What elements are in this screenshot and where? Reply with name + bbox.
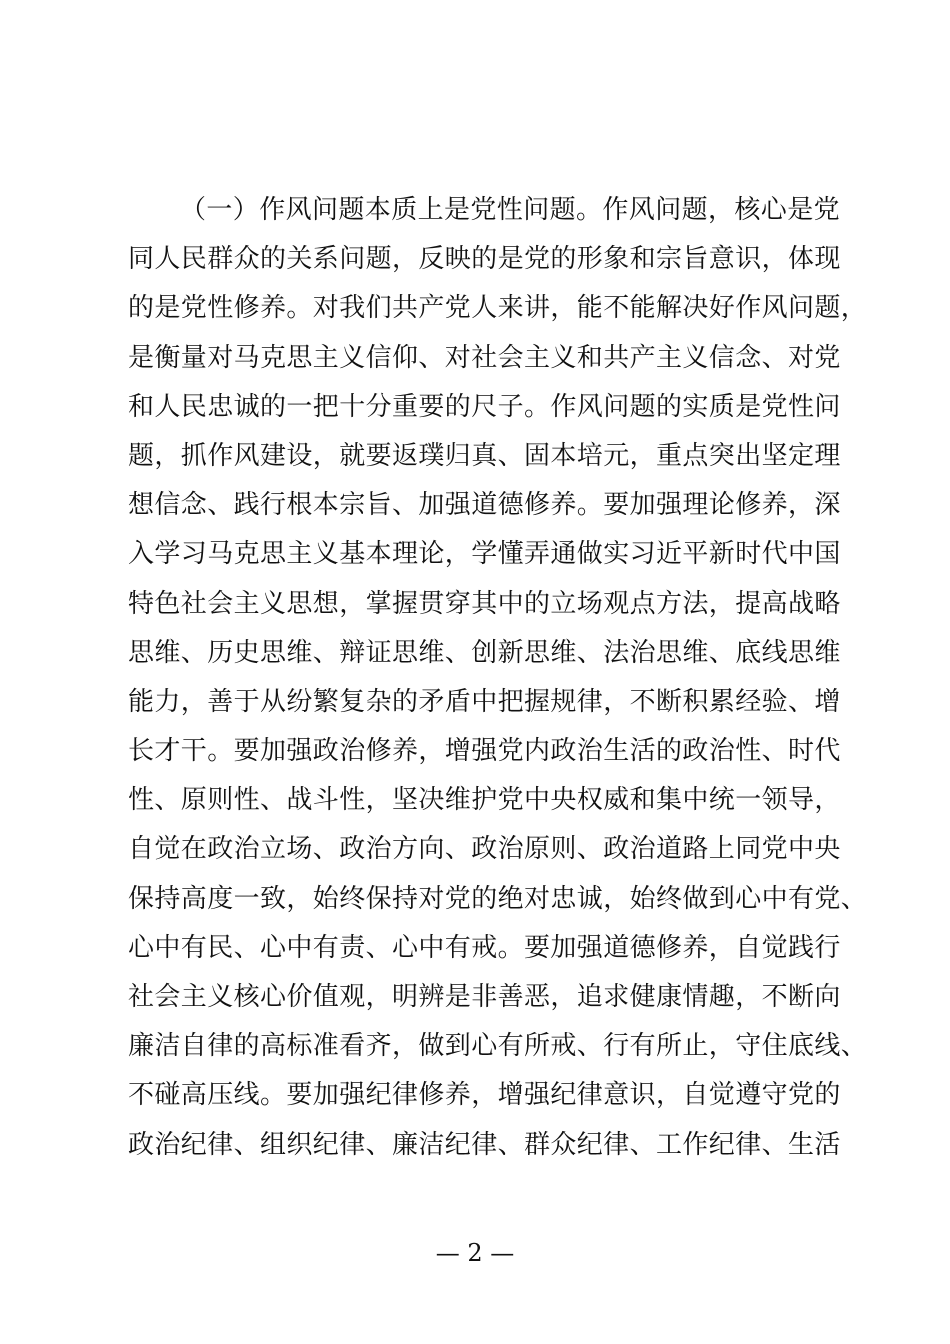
paragraph-line-4: 是衡量对马克思主义信仰、对社会主义和共产主义信念、对党 (128, 342, 841, 373)
paragraph-line-2: 同人民群众的关系问题，反映的是党的形象和宗旨意识，体现 (128, 244, 841, 275)
page-number: — 2 — (435, 1239, 515, 1267)
paragraph-line-8: 入学习马克思主义基本理论，学懂弄通做实习近平新时代中国 (128, 539, 841, 570)
paragraph-line-14: 自觉在政治立场、政治方向、政治原则、政治道路上同党中央 (128, 834, 841, 865)
paragraph-line-13: 性、原则性、战斗性，坚决维护党中央权威和集中统一领导， (128, 785, 841, 816)
paragraph-line-15: 保持高度一致，始终保持对党的绝对忠诚，始终做到心中有党、 (128, 883, 868, 914)
paragraph-line-1: （一）作风问题本质上是党性问题。作风问题，核心是党 (180, 195, 841, 225)
paragraph-line-7: 想信念、践行根本宗旨、加强道德修养。要加强理论修养，深 (128, 490, 841, 521)
paragraph (128, 186, 868, 1170)
paragraph-line-19: 不碰高压线。要加强纪律修养，增强纪律意识，自觉遵守党的 (128, 1080, 841, 1111)
paragraph-line-17: 社会主义核心价值观，明辨是非善恶，追求健康情趣，不断向 (128, 982, 841, 1012)
paragraph-line-12: 长才干。要加强政治修养，增强党内政治生活的政治性、时代 (128, 736, 841, 767)
paragraph-line-5: 和人民忠诚的一把十分重要的尺子。作风问题的实质是党性问 (128, 391, 841, 422)
paragraph-line-10: 思维、历史思维、辩证思维、创新思维、法治思维、底线思维 (128, 637, 841, 668)
paragraph-line-11: 能力，善于从纷繁复杂的矛盾中把握规律，不断积累经验、增 (128, 686, 841, 717)
paragraph-line-6: 题，抓作风建设，就要返璞归真、固本培元，重点突出坚定理 (128, 440, 841, 471)
paragraph-line-20: 政治纪律、组织纪律、廉洁纪律、群众纪律、工作纪律、生活 (128, 1129, 841, 1160)
paragraph-line-16: 心中有民、心中有责、心中有戒。要加强道德修养，自觉践行 (128, 932, 841, 963)
paragraph-line-18: 廉洁自律的高标准看齐，做到心有所戒、行有所止，守住底线、 (128, 1031, 868, 1062)
paragraph-line-9: 特色社会主义思想，掌握贯穿其中的立场观点方法，提高战略 (128, 588, 841, 619)
paragraph-line-3: 的是党性修养。对我们共产党人来讲，能不能解决好作风问题， (128, 293, 868, 324)
